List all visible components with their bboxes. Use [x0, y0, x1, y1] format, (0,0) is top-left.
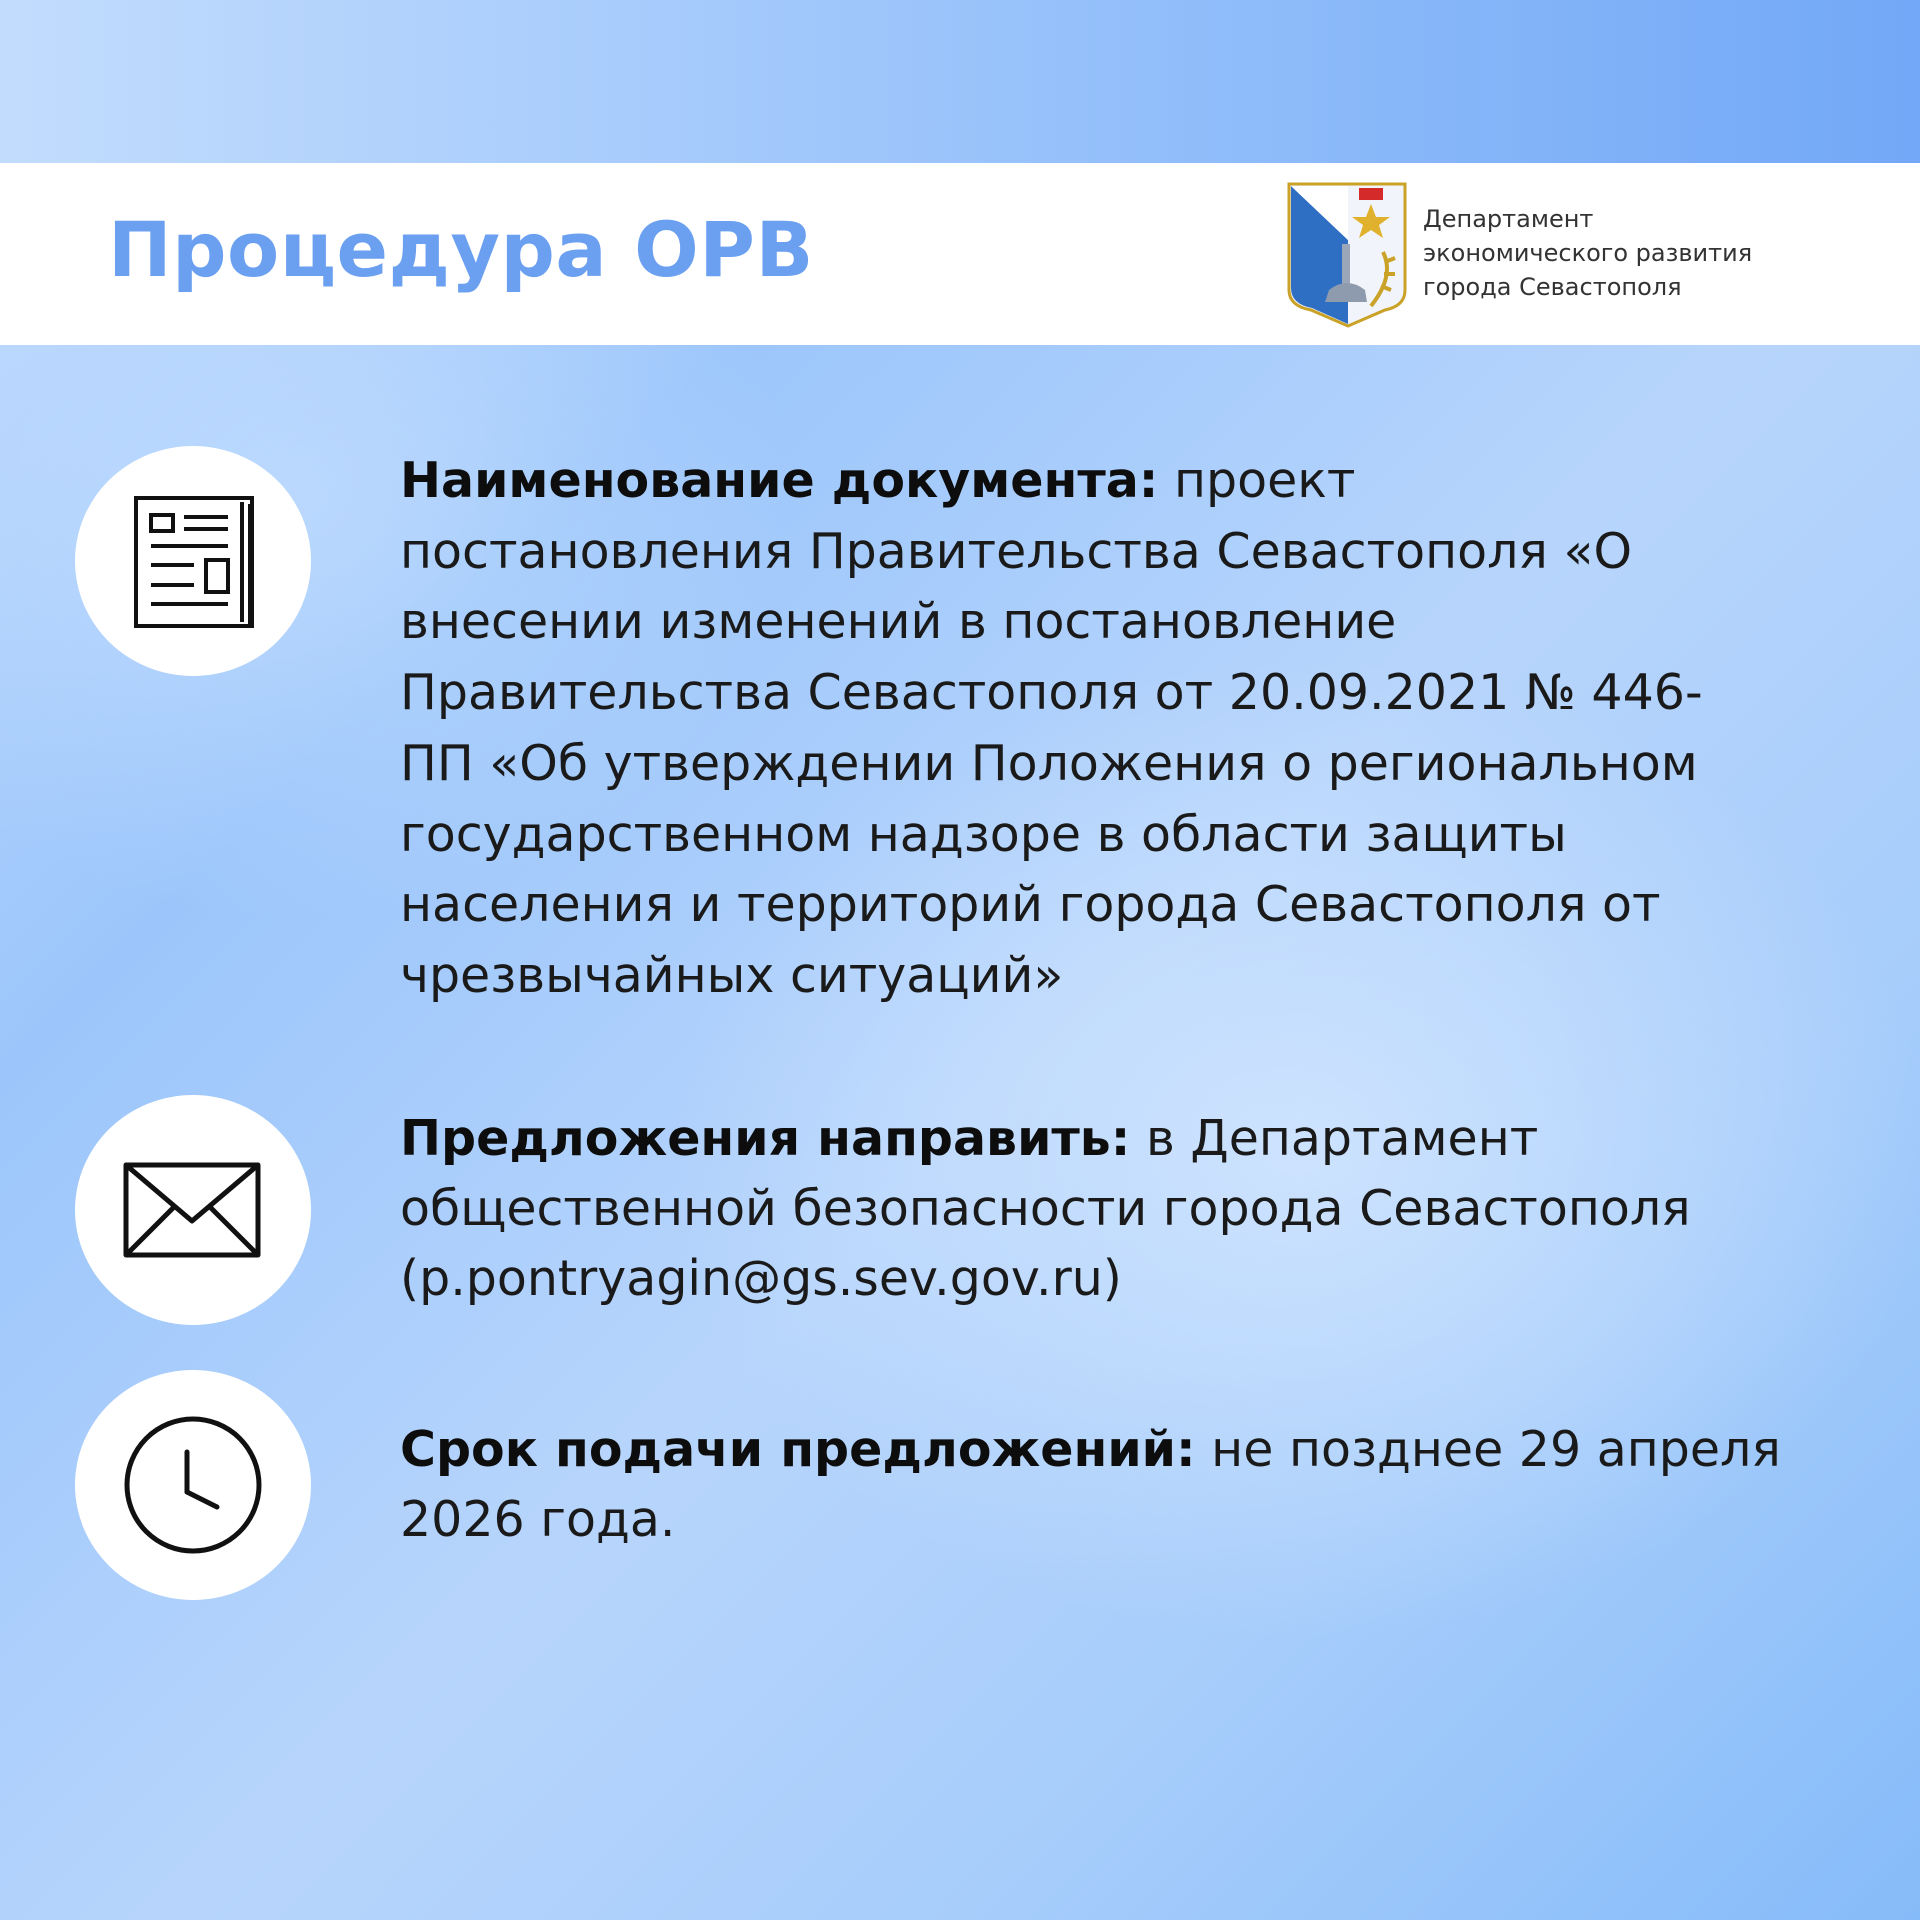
- document-icon: [118, 486, 268, 636]
- email-address[interactable]: (p.pontryagin@gs.sev.gov.ru): [400, 1250, 1122, 1307]
- department-name-line: экономического развития: [1423, 239, 1753, 267]
- page-title: Процедура ОРВ: [108, 205, 814, 294]
- deadline-text: не позднее 29 апреля: [1195, 1421, 1781, 1478]
- text-line: внесении изменений в постановление: [400, 593, 1397, 651]
- document-name-block: [400, 446, 1800, 1012]
- text-line: чрезвычайных ситуаций»: [400, 946, 1064, 1004]
- text-line: Правительства Севастополя от 20.09.2021 № 446-: [400, 664, 1703, 722]
- document-name-label: Наименование документа:: [400, 452, 1159, 509]
- send-proposals-text: в Департамент: [1130, 1110, 1539, 1167]
- document-name-text: проект: [1158, 452, 1356, 509]
- department-name-line: Департамент: [1423, 205, 1594, 233]
- clock-icon-circle: [75, 1370, 311, 1600]
- department-name: [1423, 202, 1752, 304]
- clock-icon: [118, 1410, 268, 1560]
- text-line: государственном надзоре в области защиты: [400, 805, 1567, 863]
- document-icon-circle: [75, 446, 311, 676]
- deadline-label: Срок подачи предложений:: [400, 1421, 1196, 1478]
- send-proposals-block: [400, 1104, 1800, 1314]
- text-line: [400, 1104, 1800, 1174]
- top-gradient-band: [0, 0, 1920, 163]
- send-proposals-label: Предложения направить:: [400, 1110, 1131, 1167]
- text-line: 2026 года.: [400, 1491, 676, 1548]
- department-name-line: города Севастополя: [1423, 273, 1682, 301]
- envelope-icon: [118, 1155, 268, 1265]
- deadline-block: [400, 1415, 1800, 1555]
- envelope-icon-circle: [75, 1095, 311, 1325]
- sevastopol-coat-of-arms-icon: [1285, 180, 1411, 328]
- text-line: ПП «Об утверждении Положения о региональном: [400, 734, 1698, 792]
- text-line: постановления Правительства Севастополя «О: [400, 522, 1633, 580]
- text-line: [400, 446, 1800, 517]
- text-line: общественной безопасности города Севастополя: [400, 1180, 1691, 1237]
- text-line: населения и территорий города Севастополя от: [400, 876, 1661, 934]
- text-line: [400, 1415, 1800, 1485]
